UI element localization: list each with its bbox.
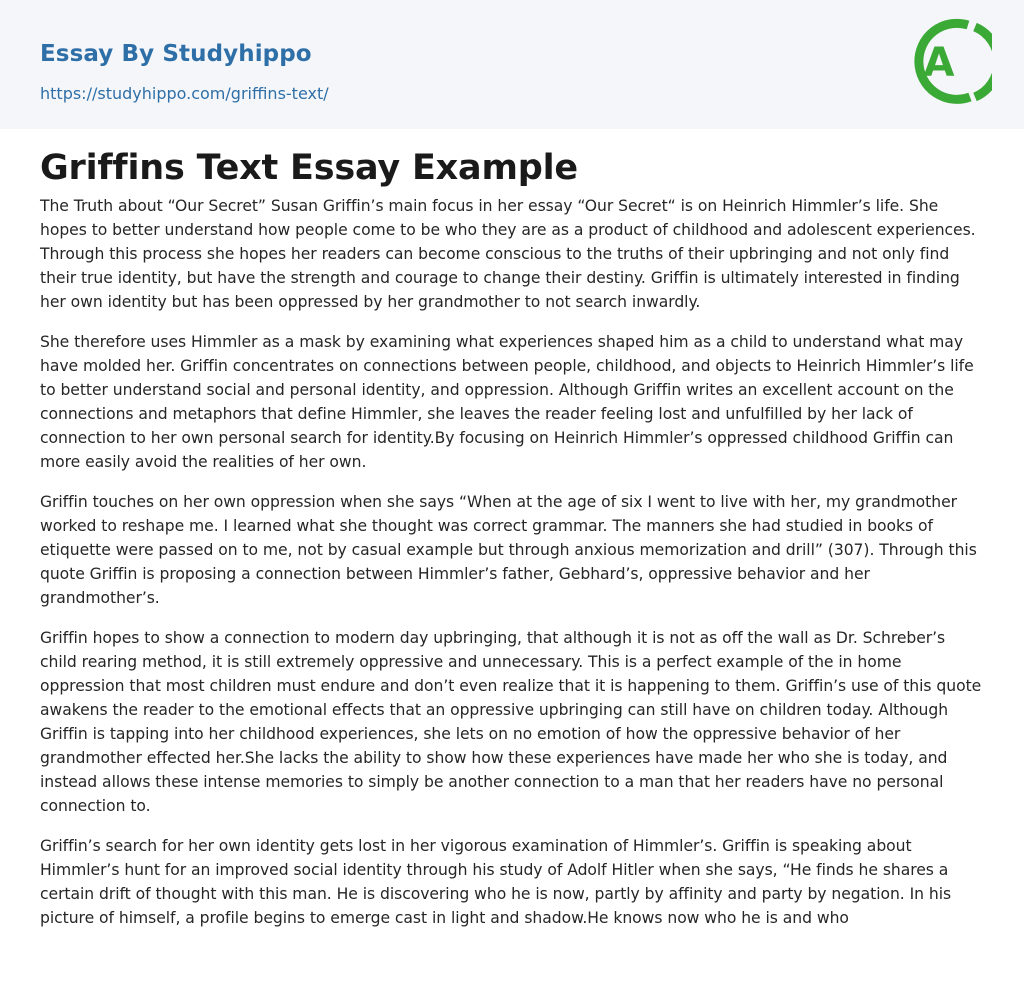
site-header [0,0,1024,129]
studyhippo-logo-icon[interactable] [908,17,992,109]
essay-paragraph: The Truth about “Our Secret” Susan Griffin’s main focus in her essay “Our Secret“ is on Heinrich Himmler’s life. She hopes to better understand how people come to be who they are as a product of childhood and adolescent experiences. Through this process she hopes her readers can become conscious to the truths of their upbringing and not only find their true identity, but have the strength and courage to change their destiny. Griffin is ultimately interested in finding her own identity but has been oppressed by her grandmother to not search inwardly. [40,197,976,311]
page-title: Griffins Text Essay Example [40,148,578,188]
essay-paragraph: Griffin touches on her own oppression when she says “When at the age of six I went to live with her, my grandmother worked to reshape me. I learned what she thought was correct grammar. The manners she had studied in books of etiquette were passed on to me, not by casual example but through anxious memorization and drill” (307). Through this quote Griffin is proposing a connection between Himmler’s father, Gebhard’s, oppressive behavior and her grandmother’s. [40,493,977,607]
essay-body [40,194,986,946]
site-brand[interactable]: Essay By Studyhippo [40,41,312,67]
logo-letter: A [923,40,955,86]
page-url-link[interactable]: https://studyhippo.com/griffins-text/ [40,84,329,103]
essay-paragraph: Griffin’s search for her own identity gets lost in her vigorous examination of Himmler’s. Griffin is speaking about Himmler’s hunt for an improved social identity through his study of Adolf Hitler when she says, “He finds he shares a certain drift of thought with this man. He is discovering who he is now, partly by affinity and party by negation. In his picture of himself, a profile begins to emerge cast in light and shadow.He knows now who he is and who [40,837,952,927]
essay-paragraph: She therefore uses Himmler as a mask by examining what experiences shaped him as a child to understand what may have molded her. Griffin concentrates on connections between people, childhood, and objects to Heinrich Himmler’s life to better understand social and personal identity, and oppression. Although Griffin writes an excellent account on the connections and metaphors that define Himmler, she leaves the reader feeling lost and unfulfilled by her lack of connection to her own personal search for identity.By focusing on Heinrich Himmler’s oppressed childhood Griffin can more easily avoid the realities of her own. [40,333,974,471]
essay-paragraph: Griffin hopes to show a connection to modern day upbringing, that although it is not as off the wall as Dr. Schreber’s child rearing method, it is still extremely oppressive and unnecessary. This is a perfect example of the in home oppression that most children must endure and don’t even realize that it is happening to them. Griffin’s use of this quote awakens the reader to the emotional effects that an oppressive upbringing can still have on children today. Although Griffin is tapping into her childhood experiences, she lets on no emotion of how the oppressive behavior of her grandmother effected her.She lacks the ability to show how these experiences have made her who she is today, and instead allows these intense memories to simply be another connection to a man that her readers have no personal connection to. [40,629,982,815]
